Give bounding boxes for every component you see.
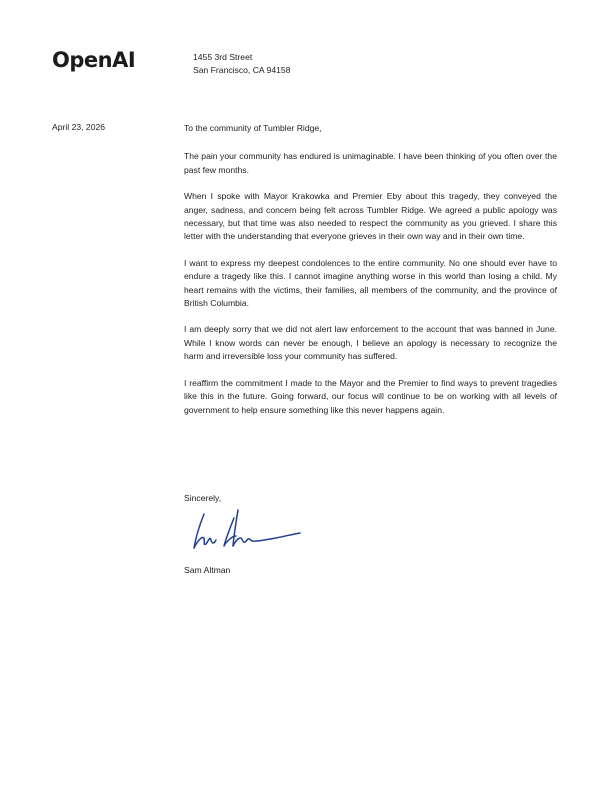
- signer-name: Sam Altman: [184, 565, 231, 575]
- address-city: San Francisco, CA 94158: [193, 65, 291, 75]
- letter-paragraph-5: I reaffirm the commitment I made to the Mayor and the Premier to find ways to prevent tragedies like this in the future. Going forward, our focus will continue to be on working with all levels of government to help ensure something like this never happens again.: [184, 377, 557, 415]
- company-address: [193, 51, 290, 77]
- letter-salutation: To the community of Tumbler Ridge,: [184, 123, 322, 133]
- company-logo: OpenAI: [52, 48, 136, 72]
- letter-paragraph-2: When I spoke with Mayor Krakowka and Premier Eby about this tragedy, they conveyed the anger, sadness, and concern being felt across Tumbler Ridge. We agreed a public apology was necessary, but that time was also needed to respect the community as you grieved. I share this letter with the understanding that everyone grieves in their own way and in their own time.: [184, 191, 557, 242]
- letter-date: April 23, 2026: [52, 122, 106, 132]
- handwritten-signature: [186, 506, 306, 554]
- address-street: 1455 3rd Street: [193, 52, 253, 62]
- letter-paragraph-1: The pain your community has endured is unimaginable. I have been thinking of you often over the past few months.: [184, 151, 557, 175]
- letter-body: [184, 122, 557, 430]
- letter-closing: Sincerely,: [184, 493, 222, 503]
- letter-paragraph-3: I want to express my deepest condolences to the entire community. No one should ever have to endure a tragedy like this. I cannot imagine anything worse in this world than losing a child. My heart remains with the victims, their families, all members of the community, and the province of British Columbia.: [184, 257, 557, 309]
- letter-paragraph-4: I am deeply sorry that we did not alert law enforcement to the account that was banned in June. While I know words can never be enough, I believe an apology is necessary to recognize the harm and irreversible loss your community has suffered.: [184, 324, 557, 362]
